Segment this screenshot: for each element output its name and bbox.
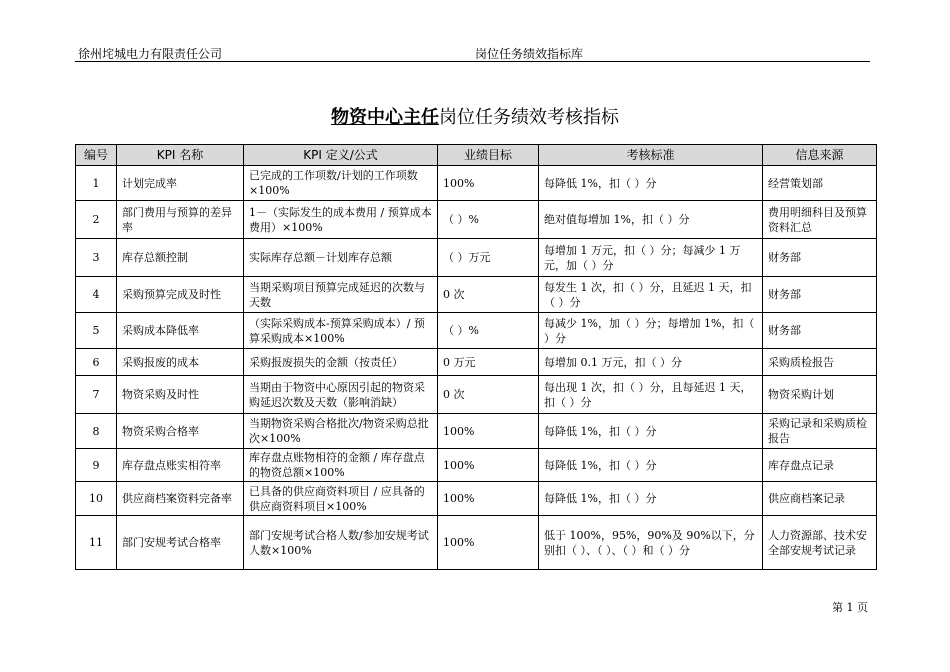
page-title-rest: 岗位任务绩效考核指标 <box>439 107 619 128</box>
table-row <box>76 516 877 570</box>
column-header-source: 信息来源 <box>763 145 877 166</box>
cell-number: 11 <box>76 516 117 570</box>
cell-standard: 每降低 1%，扣（ ）分 <box>539 449 763 482</box>
cell-standard: 每降低 1%，扣（ ）分 <box>539 414 763 449</box>
cell-source: 库存盘点记录 <box>763 449 877 482</box>
cell-number: 10 <box>76 482 117 516</box>
cell-kpi-definition: 采购报废损失的金额（按责任） <box>244 349 438 376</box>
cell-standard: 每增加 0.1 万元，扣（ ）分 <box>539 349 763 376</box>
column-header-number: 编号 <box>76 145 117 166</box>
cell-kpi-name: 部门安规考试合格率 <box>117 516 244 570</box>
cell-target: 100% <box>438 482 539 516</box>
table-row <box>76 313 877 349</box>
cell-kpi-name: 物资采购及时性 <box>117 376 244 414</box>
cell-number: 6 <box>76 349 117 376</box>
cell-number: 2 <box>76 201 117 239</box>
cell-source: 采购质检报告 <box>763 349 877 376</box>
header-company: 徐州垞城电力有限责任公司 <box>78 47 223 61</box>
header-divider <box>75 61 870 62</box>
cell-target: （ ）万元 <box>438 239 539 277</box>
cell-number: 8 <box>76 414 117 449</box>
cell-kpi-definition: 已具备的供应商资料项目 / 应具备的供应商资料项目×100% <box>244 482 438 516</box>
cell-target: 100% <box>438 166 539 201</box>
table-row <box>76 166 877 201</box>
column-header-target: 业绩目标 <box>438 145 539 166</box>
cell-standard: 绝对值每增加 1%，扣（ ）分 <box>539 201 763 239</box>
cell-kpi-name: 计划完成率 <box>117 166 244 201</box>
cell-source: 财务部 <box>763 277 877 313</box>
cell-target: 100% <box>438 449 539 482</box>
cell-kpi-name: 采购成本降低率 <box>117 313 244 349</box>
cell-number: 9 <box>76 449 117 482</box>
cell-standard: 每降低 1%，扣（ ）分 <box>539 482 763 516</box>
header-library-title: 岗位任务绩效指标库 <box>475 47 584 61</box>
cell-number: 1 <box>76 166 117 201</box>
cell-kpi-name: 库存总额控制 <box>117 239 244 277</box>
cell-standard: 每增加 1 万元，扣（ ）分；每减少 1 万元，加（ ）分 <box>539 239 763 277</box>
kpi-table <box>75 144 877 570</box>
table-row <box>76 449 877 482</box>
cell-standard: 每降低 1%，扣（ ）分 <box>539 166 763 201</box>
cell-source: 人力资源部、技术安全部安规考试记录 <box>763 516 877 570</box>
cell-target: （ ）% <box>438 201 539 239</box>
cell-target: （ ）% <box>438 313 539 349</box>
cell-source: 费用明细科目及预算资料汇总 <box>763 201 877 239</box>
cell-standard: 每出现 1 次，扣（ ）分，且每延迟 1 天，扣（ ）分 <box>539 376 763 414</box>
cell-number: 3 <box>76 239 117 277</box>
table-row <box>76 482 877 516</box>
cell-standard: 每发生 1 次，扣（ ）分，且延迟 1 天，扣（ ）分 <box>539 277 763 313</box>
cell-target: 100% <box>438 414 539 449</box>
cell-kpi-definition: 已完成的工作项数/计划的工作项数×100% <box>244 166 438 201</box>
cell-source: 采购记录和采购质检报告 <box>763 414 877 449</box>
table-row <box>76 201 877 239</box>
page-number: 第 1 页 <box>832 601 868 614</box>
cell-kpi-name: 供应商档案资料完备率 <box>117 482 244 516</box>
cell-kpi-definition: 当期由于物资中心原因引起的物资采购延迟次数及天数（影响消缺） <box>244 376 438 414</box>
cell-kpi-name: 部门费用与预算的差异率 <box>117 201 244 239</box>
table-row <box>76 349 877 376</box>
cell-target: 0 万元 <box>438 349 539 376</box>
cell-kpi-definition: 部门安规考试合格人数/参加安规考试人数×100% <box>244 516 438 570</box>
table-header-row <box>76 145 877 166</box>
column-header-kpi-definition: KPI 定义/公式 <box>244 145 438 166</box>
cell-kpi-definition: 1－（实际发生的成本费用 / 预算成本费用）×100% <box>244 201 438 239</box>
cell-standard: 每减少 1%，加（ ）分；每增加 1%，扣（ ）分 <box>539 313 763 349</box>
cell-kpi-definition: 实际库存总额－计划库存总额 <box>244 239 438 277</box>
cell-kpi-definition: （实际采购成本-预算采购成本）/ 预算采购成本×100% <box>244 313 438 349</box>
table-row <box>76 376 877 414</box>
table-row <box>76 414 877 449</box>
cell-source: 物资采购计划 <box>763 376 877 414</box>
cell-target: 0 次 <box>438 277 539 313</box>
cell-number: 5 <box>76 313 117 349</box>
column-header-standard: 考核标准 <box>539 145 763 166</box>
page-title-position: 物资中心主任 <box>331 107 439 128</box>
cell-source: 财务部 <box>763 313 877 349</box>
cell-kpi-name: 库存盘点账实相符率 <box>117 449 244 482</box>
cell-standard: 低于 100%，95%，90%及 90%以下，分别扣（ ）、（ ）、（ ）和（ ）分 <box>539 516 763 570</box>
cell-source: 财务部 <box>763 239 877 277</box>
cell-target: 100% <box>438 516 539 570</box>
cell-kpi-definition: 当期物资采购合格批次/物资采购总批次×100% <box>244 414 438 449</box>
cell-kpi-name: 采购报废的成本 <box>117 349 244 376</box>
cell-number: 4 <box>76 277 117 313</box>
cell-source: 经营策划部 <box>763 166 877 201</box>
table-row <box>76 277 877 313</box>
table-row <box>76 239 877 277</box>
cell-source: 供应商档案记录 <box>763 482 877 516</box>
cell-kpi-name: 物资采购合格率 <box>117 414 244 449</box>
column-header-kpi-name: KPI 名称 <box>117 145 244 166</box>
cell-kpi-definition: 库存盘点账物相符的金额 / 库存盘点的物资总额×100% <box>244 449 438 482</box>
page-title <box>0 103 950 129</box>
cell-kpi-definition: 当期采购项目预算完成延迟的次数与天数 <box>244 277 438 313</box>
cell-kpi-name: 采购预算完成及时性 <box>117 277 244 313</box>
cell-number: 7 <box>76 376 117 414</box>
cell-target: 0 次 <box>438 376 539 414</box>
